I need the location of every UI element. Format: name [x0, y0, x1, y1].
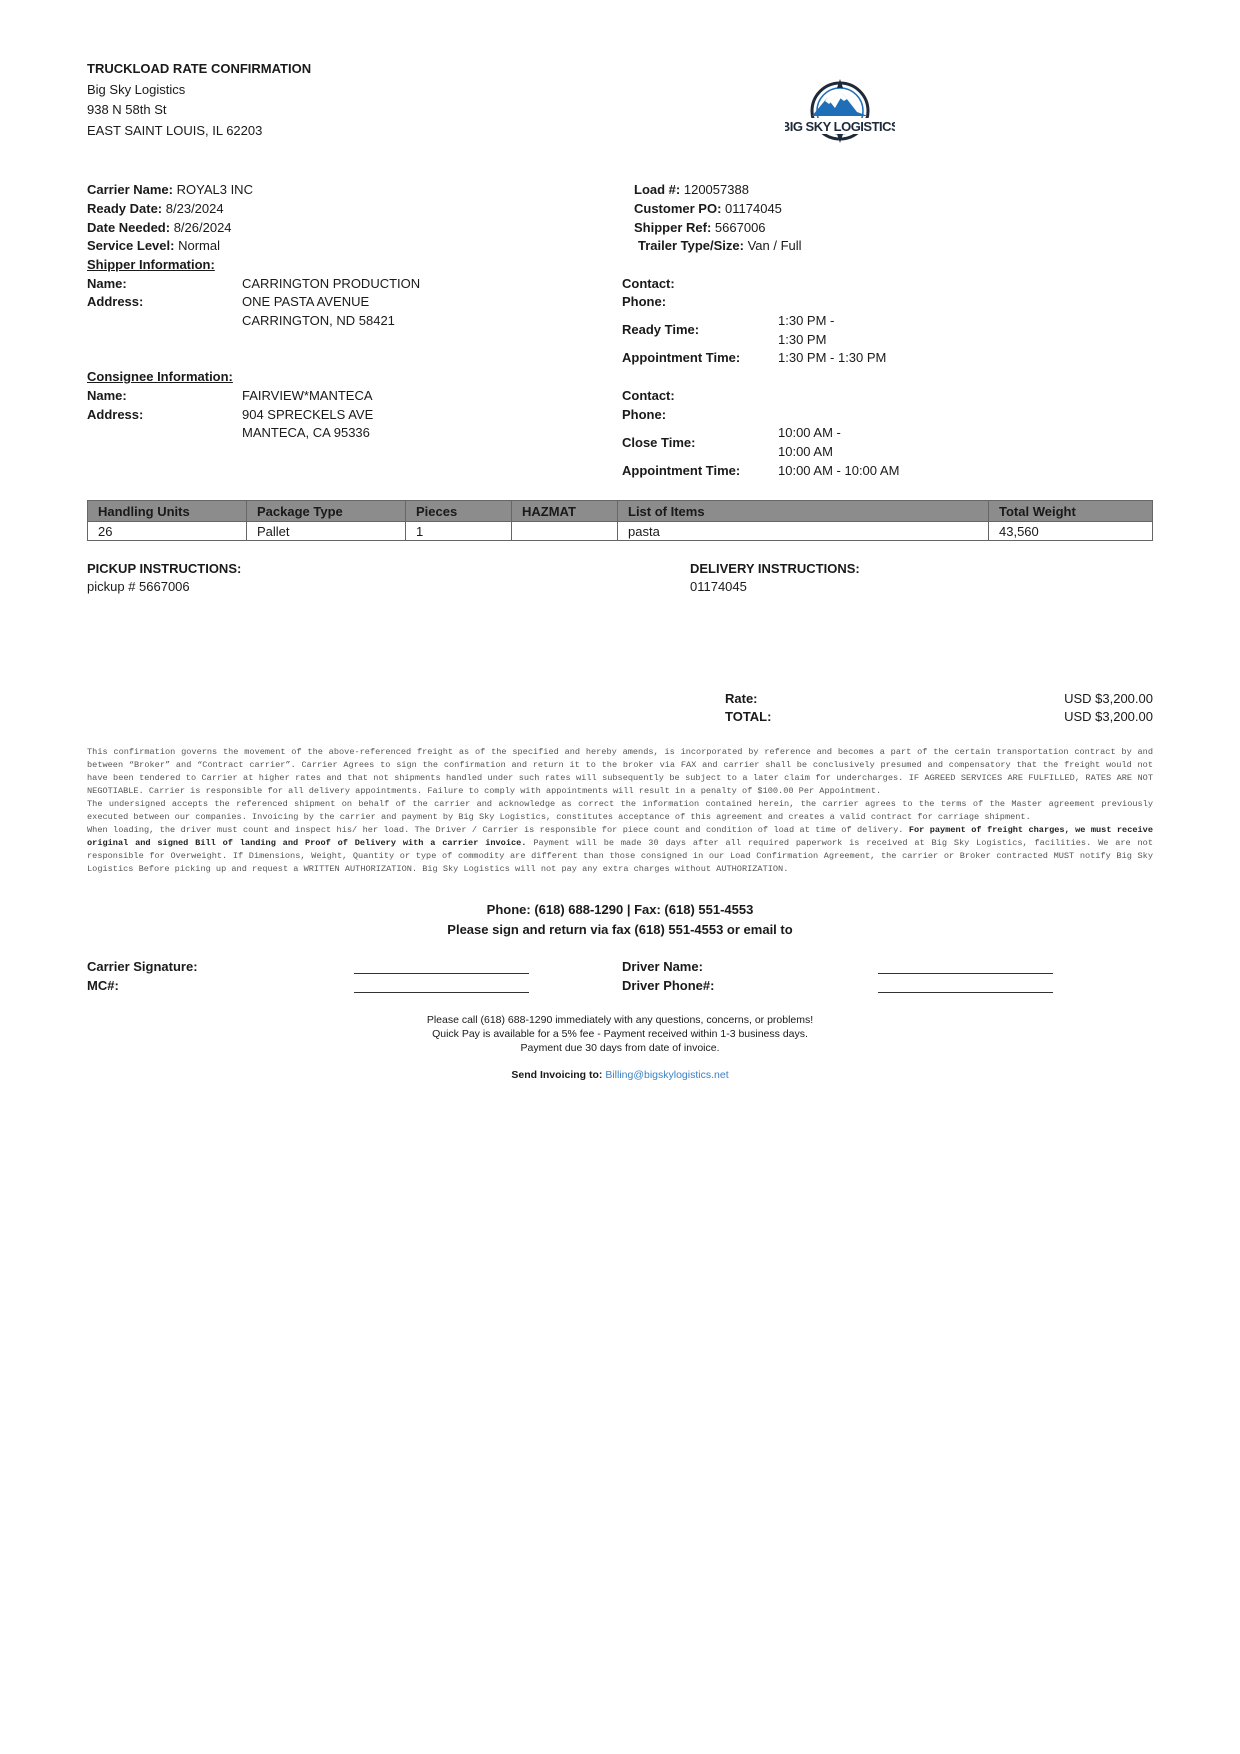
load-number: Load #: 120057388: [634, 182, 749, 197]
terms-text: [87, 746, 1153, 876]
cell-hazmat: [512, 522, 618, 541]
pickup-instructions: pickup # 5667006: [87, 579, 190, 594]
phone-fax: Phone: (618) 688-1290 | Fax: (618) 551-4553: [486, 902, 754, 917]
items-table: [87, 500, 1153, 541]
col-pieces: Pieces: [406, 501, 512, 522]
pickup-instructions-label: PICKUP INSTRUCTIONS:: [87, 561, 242, 576]
close-time-label: Close Time:: [622, 435, 696, 450]
mc-label: MC#:: [87, 978, 119, 993]
ready-time-1: 1:30 PM -: [778, 313, 835, 328]
carrier-name: Carrier Name: ROYAL3 INC: [87, 182, 253, 197]
consignee-address-2: MANTECA, CA 95336: [242, 425, 370, 440]
shipper-address-2: CARRINGTON, ND 58421: [242, 313, 395, 328]
company-street: 938 N 58th St: [87, 102, 167, 117]
col-hazmat: HAZMAT: [512, 501, 618, 522]
cell-list-of-items: pasta: [618, 522, 989, 541]
cell-pieces: 1: [406, 522, 512, 541]
mc-line[interactable]: [354, 978, 529, 993]
ready-time-label: Ready Time:: [622, 322, 700, 337]
document-title: TRUCKLOAD RATE CONFIRMATION: [87, 61, 312, 76]
date-needed: Date Needed: 8/26/2024: [87, 220, 232, 235]
driver-name-line[interactable]: [878, 959, 1053, 974]
total-label: TOTAL:: [725, 709, 772, 724]
shipper-name: CARRINGTON PRODUCTION: [242, 276, 421, 291]
consignee-heading: Consignee Information:: [87, 369, 233, 384]
svg-text:BIG SKY LOGISTICS: BIG SKY LOGISTICS: [785, 119, 895, 134]
consignee-name: FAIRVIEW*MANTECA: [242, 388, 373, 403]
consignee-name-label: Name:: [87, 388, 127, 403]
close-time-2: 10:00 AM: [778, 444, 833, 459]
shipper-name-label: Name:: [87, 276, 127, 291]
shipper-address-label: Address:: [87, 294, 144, 309]
driver-phone-label: Driver Phone#:: [622, 978, 715, 993]
ready-date: Ready Date: 8/23/2024: [87, 201, 224, 216]
company-name: Big Sky Logistics: [87, 82, 186, 97]
shipper-appt-label: Appointment Time:: [622, 350, 741, 365]
invoice-line: [87, 1068, 1153, 1082]
footer-line-3: Payment due 30 days from date of invoice.: [520, 1042, 720, 1054]
delivery-instructions: 01174045: [690, 579, 747, 594]
col-package-type: Package Type: [247, 501, 406, 522]
delivery-instructions-label: DELIVERY INSTRUCTIONS:: [690, 561, 860, 576]
col-handling-units: Handling Units: [88, 501, 247, 522]
footer-line-2: Quick Pay is available for a 5% fee - Payment received within 1-3 business days.: [432, 1028, 808, 1040]
invoice-email-link[interactable]: Billing@bigskylogistics.net: [605, 1069, 729, 1081]
invoice-label: Send Invoicing to:: [511, 1069, 603, 1081]
col-total-weight: Total Weight: [989, 501, 1153, 522]
return-instructions: Please sign and return via fax (618) 551-4553 or email to: [447, 922, 793, 937]
consignee-address-1: 904 SPRECKELS AVE: [242, 407, 374, 422]
service-level: Service Level: Normal: [87, 238, 220, 253]
shipper-phone-label: Phone:: [622, 294, 667, 309]
terms-paragraph-2: The undersigned accepts the referenced shipment on behalf of the carrier and acknowledge as correct the information contained herein, the carrier agrees to the terms of the Master agreement previously executed between our companies. Invoicing by the carrier and payment by Big Sky Logistics, constitutes acceptance of this agreement and creates a valid contract for carriage shipment.: [87, 799, 1153, 822]
rate-label: Rate:: [725, 691, 758, 706]
total-value: USD $3,200.00: [1064, 709, 1153, 724]
trailer-type: Trailer Type/Size: Van / Full: [638, 238, 802, 253]
driver-name-label: Driver Name:: [622, 959, 703, 974]
consignee-appt: 10:00 AM - 10:00 AM: [778, 463, 900, 478]
consignee-contact-label: Contact:: [622, 388, 675, 403]
close-time-1: 10:00 AM -: [778, 425, 841, 440]
carrier-signature-label: Carrier Signature:: [87, 959, 198, 974]
shipper-ref: Shipper Ref: 5667006: [634, 220, 766, 235]
consignee-phone-label: Phone:: [622, 407, 667, 422]
customer-po: Customer PO: 01174045: [634, 201, 782, 216]
footer-line-1: Please call (618) 688-1290 immediately with any questions, concerns, or problems!: [426, 1014, 814, 1026]
cell-handling-units: 26: [88, 522, 247, 541]
shipper-contact-label: Contact:: [622, 276, 675, 291]
carrier-signature-line[interactable]: [354, 959, 529, 974]
company-city: EAST SAINT LOUIS, IL 62203: [87, 123, 263, 138]
terms-paragraph-3: When loading, the driver must count and inspect his/ her load. The Driver / Carrier is responsible for piece count and condition of load at time of delivery. For payment of freight charges, we must receive original and signed Bill of landing and Proof of Delivery with a carrier invoice. Payment will be made 30 days after all required paperwork is received at Big Sky Logistics, facilities. We are not responsible for Overweight. If Dimensions, Weight, Quantity or type of commodity are different than those consigned in our Load Confirmation Agreement, the carrier or Broker contracted MUST notify Big Sky Logistics Before picking up and request a WRITTEN AUTHORIZATION. Big Sky Logistics will not pay any extra charges without AUTHORIZATION.: [87, 825, 1153, 874]
shipper-appt: 1:30 PM - 1:30 PM: [778, 350, 887, 365]
cell-total-weight: 43,560: [989, 522, 1153, 541]
shipper-address-1: ONE PASTA AVENUE: [242, 294, 370, 309]
rate-value: USD $3,200.00: [1064, 691, 1153, 706]
col-list-of-items: List of Items: [618, 501, 989, 522]
shipper-heading: Shipper Information:: [87, 257, 215, 272]
table-row: [88, 522, 1153, 541]
ready-time-2: 1:30 PM: [778, 332, 827, 347]
cell-package-type: Pallet: [247, 522, 406, 541]
consignee-appt-label: Appointment Time:: [622, 463, 741, 478]
driver-phone-line[interactable]: [878, 978, 1053, 993]
consignee-address-label: Address:: [87, 407, 144, 422]
big-sky-logo: [785, 76, 895, 156]
items-header-row: [88, 501, 1153, 522]
terms-paragraph-1: This confirmation governs the movement of the above-referenced freight as of the specified and hereby amends, is incorporated by reference and becomes a part of the certain transportation contract by and between “Broker” and “Contract carrier”. Carrier Agrees to sign the confirmation and return it to the broker via FAX and carrier shall be conclusively presumed and compensatory that the freight would not have been tendered to Carrier at higher rates and that not shipments handled under such rates will subsequently be subject to a later claim for undercharges. IF AGREED SERVICES ARE FULFILLED, RATES ARE NOT NEGOTIABLE. Carrier is responsible for all delivery appointments. Failure to comply with appointments will result in a penalty of $100.00 Per Appointment.: [87, 747, 1153, 796]
